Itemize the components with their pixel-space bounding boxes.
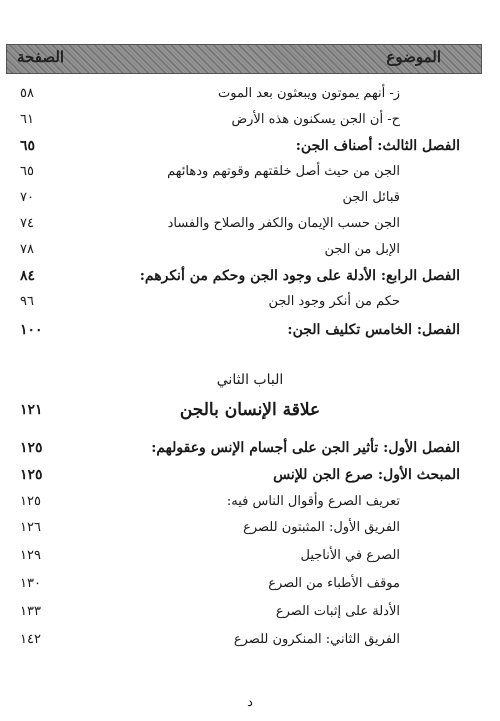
toc-row (20, 516, 460, 542)
toc-entry-text: الفصل: الخامس تكليف الجن: (287, 322, 460, 338)
toc-entry-page: ١٢٦ (20, 520, 41, 535)
toc-entry-page: ١٠٠ (20, 322, 43, 338)
toc-entry-text: الفريق الأول: المثبتون للصرع (243, 520, 400, 535)
toc-entry-text: المبحث الأول: صرع الجن للإنس (273, 467, 460, 483)
toc-row (20, 238, 460, 264)
toc-entry-text: الفريق الثاني: المنكرون للصرع (233, 632, 400, 647)
toc-row (20, 318, 460, 344)
toc-entry-text: الصرع في الأناجيل (300, 548, 400, 563)
toc-row (20, 186, 460, 212)
toc-entry-text: الفصل الرابع: الأدلة على وجود الجن وحكم من أنكرهم: (139, 268, 460, 284)
toc-row (20, 82, 460, 108)
part-heading-page: ١٢١ (20, 402, 43, 418)
page-number: د (247, 695, 253, 710)
toc-entry-page: ١٢٩ (20, 548, 41, 563)
toc-entry-text: الفصل الثالث: أصناف الجن: (295, 138, 460, 154)
toc-entry-text: ز- أنهم يموتون ويبعثون بعد الموت (218, 86, 400, 101)
toc-entry-page: ٦١ (20, 112, 34, 127)
toc-entry-page: ٦٥ (20, 164, 34, 179)
toc-entry-page: ٧٨ (20, 242, 34, 257)
toc-row (20, 212, 460, 238)
toc-row (20, 490, 460, 516)
toc-entry-page: ١٢٥ (20, 494, 41, 509)
toc-entry-text: تعريف الصرع وأقوال الناس فيه: (226, 494, 400, 509)
toc-entry-page: ٧٤ (20, 216, 34, 231)
toc-entry-page: ١٣٠ (20, 576, 41, 591)
toc-row (20, 290, 460, 316)
toc-entry-text: الإبل من الجن (324, 242, 400, 257)
part-title: الباب الثاني (216, 372, 284, 388)
toc-entry-text: قبائل الجن (342, 190, 400, 205)
toc-entry-text: الجن حسب الإيمان والكفر والصلاح والفساد (167, 216, 400, 231)
toc-entry-text: الجن من حيث أصل خلقتهم وقوتهم ودهائهم (167, 164, 400, 179)
toc-entry-page: ١٢٥ (20, 467, 43, 483)
toc-entry-page: ١٤٢ (20, 632, 41, 647)
header-topic-label: الموضوع (386, 48, 441, 66)
header-page-label: الصفحة (17, 48, 65, 66)
toc-entry-page: ٨٤ (20, 268, 36, 284)
toc-entry-page: ١٣٣ (20, 604, 41, 619)
part-heading: علاقة الإنسان بالجن (179, 400, 321, 420)
toc-entry-page: ٧٠ (20, 190, 34, 205)
toc-header (6, 44, 482, 74)
toc-row (20, 572, 460, 598)
toc-entry-text: موقف الأطباء من الصرع (268, 576, 400, 591)
toc-entry-text: الفصل الأول: تأثير الجن على أجسام الإنس وعقولهم: (151, 440, 460, 456)
toc-row (20, 544, 460, 570)
toc-row (20, 628, 460, 654)
toc-row (20, 600, 460, 626)
toc-row (20, 160, 460, 186)
toc-row (20, 134, 460, 160)
toc-entry-page: ٥٨ (20, 86, 34, 101)
toc-row (20, 463, 460, 489)
toc-entry-text: الأدلة على إثبات الصرع (275, 604, 400, 619)
toc-row (20, 264, 460, 290)
toc-entry-page: ٦٥ (20, 138, 36, 154)
toc-entry-text: ح- أن الجن يسكنون هذه الأرض (231, 112, 400, 127)
toc-entry-page: ١٢٥ (20, 440, 43, 456)
toc-entry-text: حكم من أنكر وجود الجن (268, 294, 400, 309)
toc-entry-page: ٩٦ (20, 294, 34, 309)
toc-row (20, 436, 460, 462)
toc-row (20, 108, 460, 134)
